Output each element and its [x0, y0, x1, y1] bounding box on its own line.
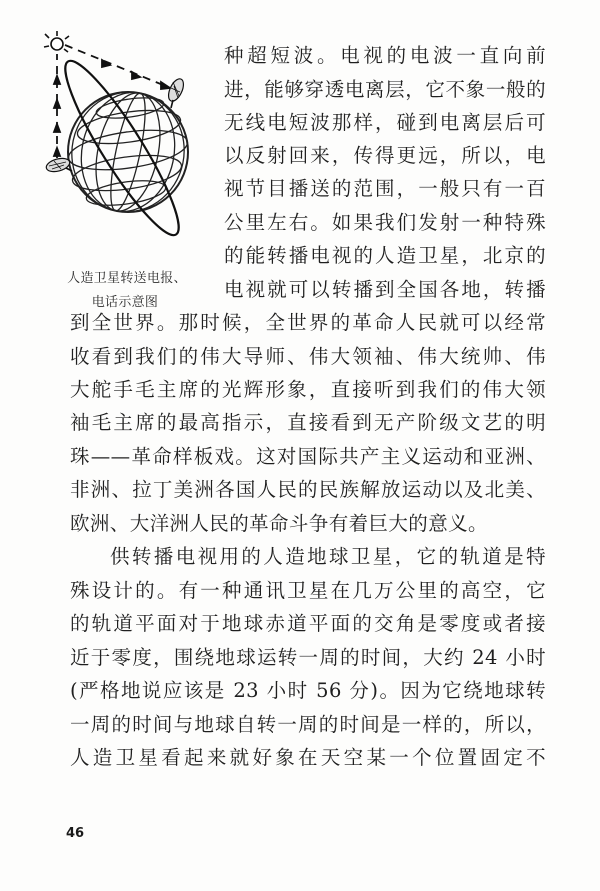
satellite-relay-figure — [30, 30, 210, 320]
text-line: 近于零度，围绕地球运转一周的时间，大约 24 小时 — [70, 646, 546, 669]
text-line: 珠——革命样板戏。这对国际共产主义运动和亚洲、 — [70, 445, 546, 468]
text-line: 以反射回来，传得更远，所以，电 — [224, 144, 546, 167]
page-number: 46 — [66, 826, 85, 841]
text-line: 非洲、拉丁美洲各国人民的民族解放运动以及北美、 — [70, 478, 546, 501]
satellite-relay-illustration — [30, 30, 210, 260]
text-line: 欧洲、大洋洲人民的革命斗争有着巨大的意义。 — [70, 512, 488, 535]
text-line: 电视就可以转播到全国各地，转播 — [224, 278, 546, 301]
text-line: 进，能够穿透电离层，它不象一般的 — [224, 78, 546, 101]
text-line: 的轨道平面对于地球赤道平面的交角是零度或者接 — [70, 612, 546, 635]
dish-antenna-icon — [165, 77, 186, 108]
text-line: 无线电短波那样，碰到电离层后可 — [224, 111, 546, 134]
text-line: 到全世界。那时候，全世界的革命人民就可以经常 — [70, 311, 546, 334]
satellite-icon — [44, 31, 69, 52]
text-line: (严格地说应该是 23 小时 56 分)。因为它绕地球转 — [70, 679, 546, 702]
text-line: 殊设计的。有一种通讯卫星在几万公里的高空，它 — [70, 579, 546, 602]
text-line: 人造卫星看起来就好象在天空某一个位置固定不 — [70, 746, 546, 769]
figure-caption-line-1: 人造卫星转送电报、 — [67, 271, 187, 286]
text-line: 一周的时间与地球自转一周的时间是一样的，所以， — [70, 713, 546, 736]
globe-icon — [61, 82, 196, 223]
text-line: 的能转播电视的人造卫星，北京的 — [224, 244, 546, 267]
figure-caption-line-2: 电话示意图 — [91, 295, 159, 310]
text-line: 公里左右。如果我们发射一种特殊 — [224, 211, 546, 234]
paragraph-start-line: 供转播电视用的人造地球卫星，它的轨道是特 — [110, 545, 546, 568]
text-line: 种超短波。电视的电波一直向前 — [224, 44, 546, 67]
text-line: 收看到我们的伟大导师、伟大领袖、伟大统帅、伟 — [70, 345, 546, 368]
text-line: 视节目播送的范围，一般只有一百 — [224, 177, 546, 200]
text-line: 大舵手毛主席的光辉形象，直接听到我们的伟大领 — [70, 378, 546, 401]
text-line: 袖毛主席的最高指示，直接看到无产阶级文艺的明 — [70, 411, 546, 434]
